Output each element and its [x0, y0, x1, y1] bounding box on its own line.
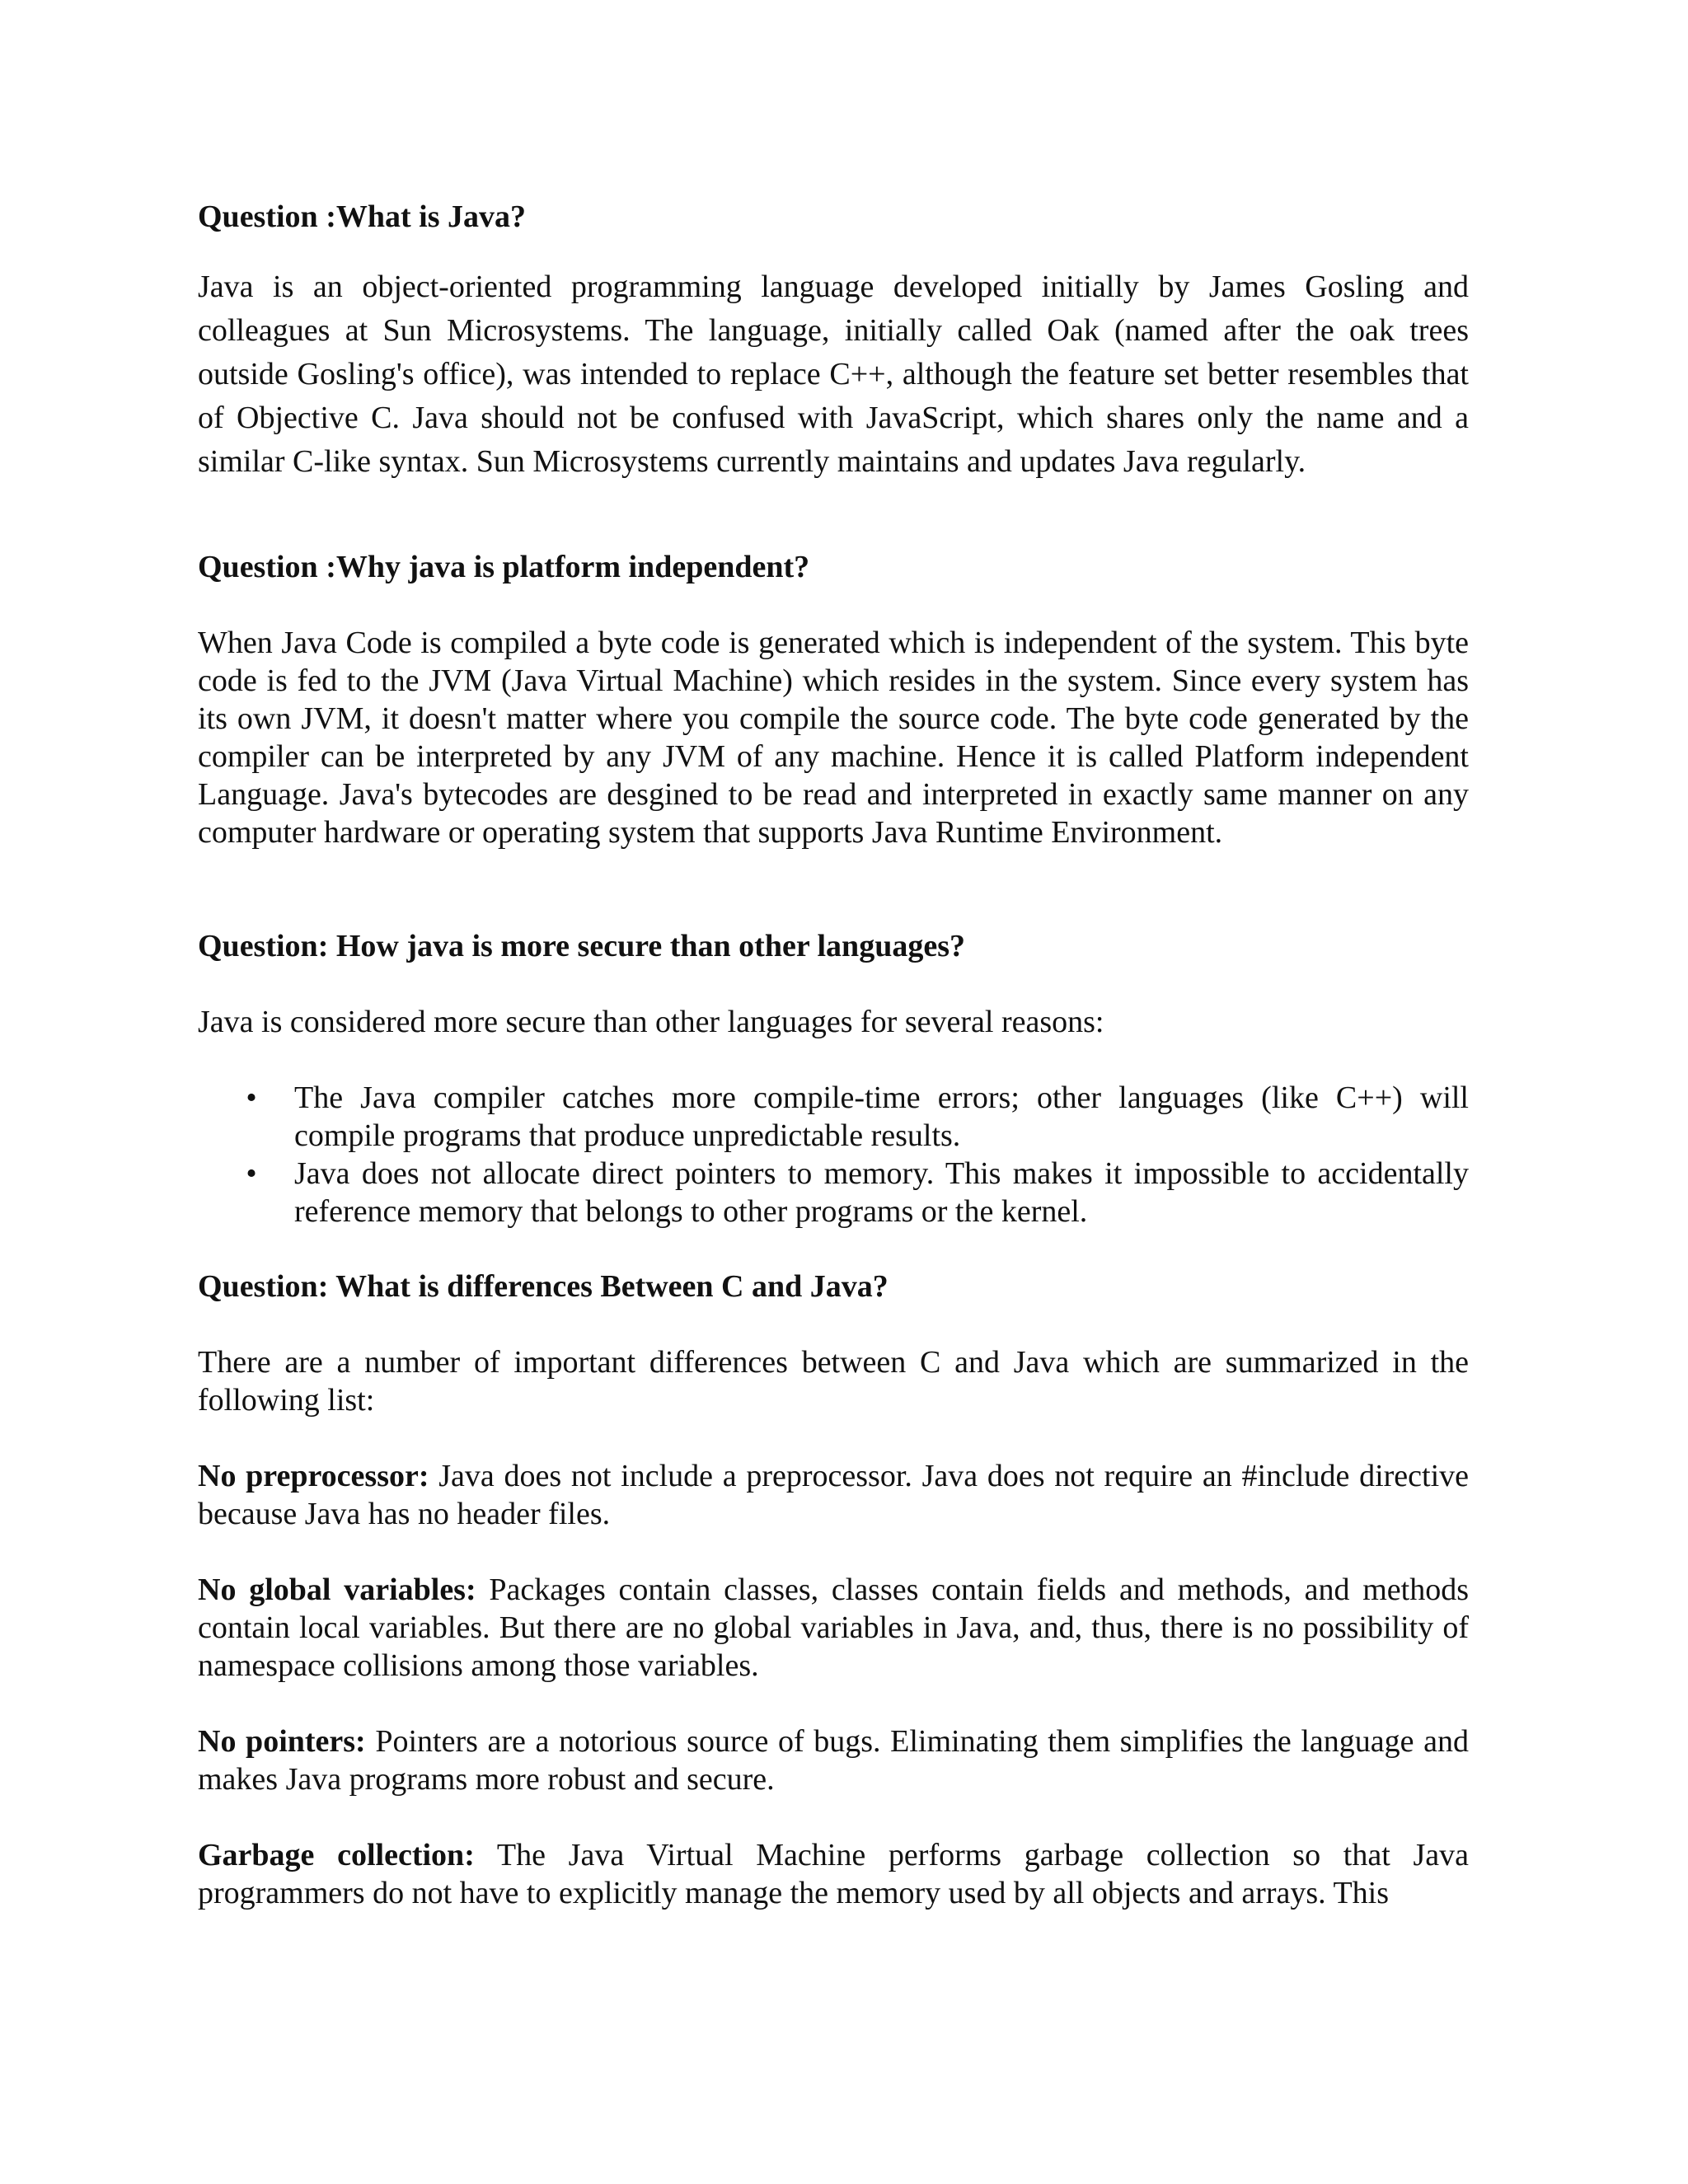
- term-label: No pointers:: [198, 1724, 366, 1759]
- list-item: [198, 1155, 1469, 1230]
- answer-platform-independent: When Java Code is compiled a byte code is generated which is independent of the system. This byte code is fed to the JVM (Java Virtual Machine) which resides in the system. Since every system has its own JVM, it doesn't matter where you compile the source code. The byte code generated by the compiler can be interpreted by any JVM of any machine. Hence it is called Platform independent Language. Java's bytecodes are desgined to be read and interpreted in exactly same manner on any computer hardware or operating system that supports Java Runtime Environment.: [198, 626, 1469, 850]
- question-heading-platform-independent: Question :Why java is platform independent?: [198, 550, 810, 584]
- answer-security-intro: Java is considered more secure than other languages for several reasons:: [198, 1005, 1104, 1039]
- bullet-icon: •: [246, 1156, 257, 1191]
- question-heading-what-is-java: Question :What is Java?: [198, 199, 526, 234]
- term-description: Java does not include a preprocessor. Java does not require an #include directive because Java has no header files.: [198, 1459, 1469, 1531]
- term-label: No preprocessor:: [198, 1459, 429, 1493]
- difference-no-preprocessor: [198, 1457, 1469, 1533]
- list-item-text: Java does not allocate direct pointers to memory. This makes it impossible to accidentally reference memory that belongs to other programs or the kernel.: [294, 1156, 1469, 1229]
- answer-what-is-java: Java is an object-oriented programming language developed initially by James Gosling and colleagues at Sun Microsystems. The language, initially called Oak (named after the oak trees outside Gosling's office), was intended to replace C++, although the feature set better resembles that of Objective C. Java should not be confused with JavaScript, which shares only the name and a similar C-like syntax. Sun Microsystems currently maintains and updates Java regularly.: [198, 269, 1469, 479]
- security-reasons-list: [198, 1079, 1469, 1230]
- term-description: Pointers are a notorious source of bugs. Eliminating them simplifies the language and makes Java programs more robust and secure.: [198, 1724, 1469, 1797]
- list-item-text: The Java compiler catches more compile-time errors; other languages (like C++) will compile programs that produce unpredictable results.: [294, 1080, 1469, 1153]
- term-description: The Java Virtual Machine performs garbage collection so that Java programmers do not have to explicitly manage the memory used by all objects and arrays. This: [198, 1838, 1470, 1910]
- difference-no-pointers: [198, 1722, 1469, 1798]
- difference-no-global-variables: [198, 1571, 1469, 1685]
- answer-c-vs-java-intro: There are a number of important differences between C and Java which are summarized in the following list:: [198, 1345, 1469, 1418]
- bullet-icon: •: [246, 1080, 257, 1115]
- difference-garbage-collection: [198, 1836, 1469, 1912]
- question-heading-security: Question: How java is more secure than other languages?: [198, 929, 965, 963]
- term-label: No global variables:: [198, 1572, 476, 1607]
- term-label: Garbage collection:: [198, 1838, 475, 1872]
- list-item: [198, 1079, 1469, 1155]
- question-heading-c-vs-java: Question: What is differences Between C and Java?: [198, 1269, 889, 1304]
- term-description: Packages contain classes, classes contain fields and methods, and methods contain local variables. But there are no global variables in Java, and, thus, there is no possibility of namespace collisions among those variables.: [198, 1572, 1469, 1683]
